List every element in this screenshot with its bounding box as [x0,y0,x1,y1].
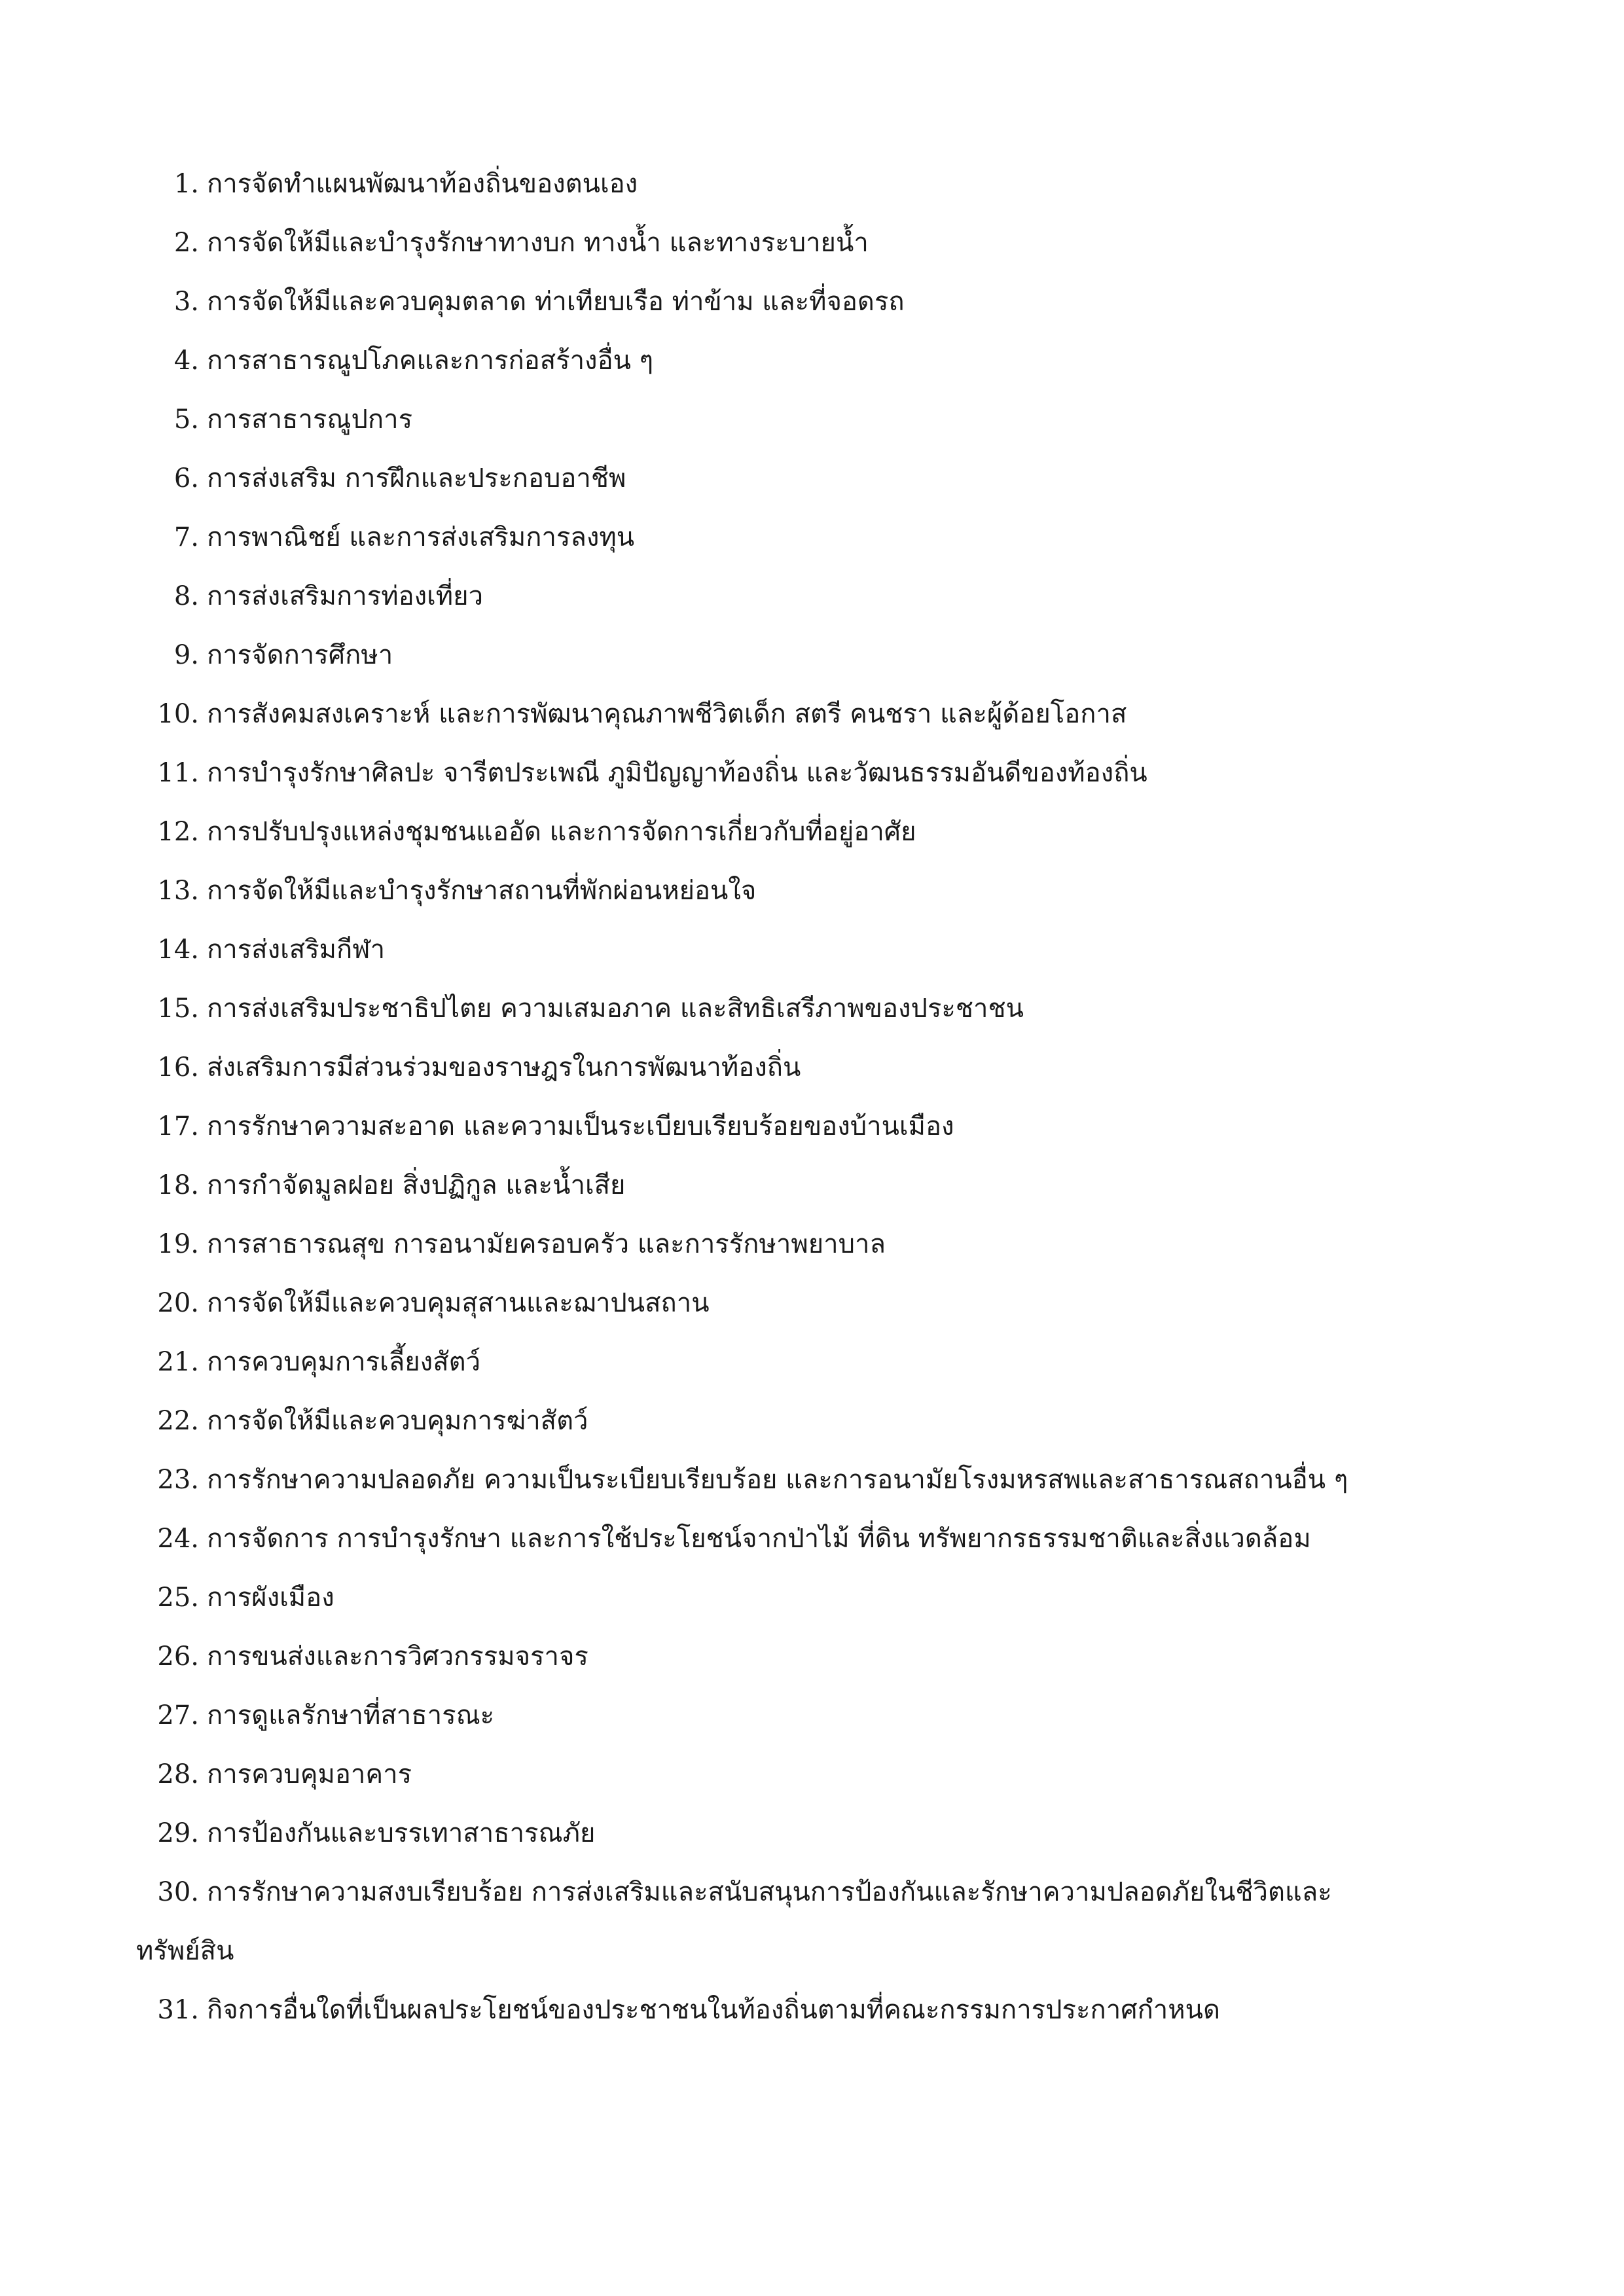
item-number: 2. [173,228,199,258]
item-text: การรักษาความปลอดภัย ความเป็นระเบียบเรียบร้อย และการอนามัยโรงมหรสพและสาธารณสถานอื่น ๆ [207,1465,1348,1495]
item-number: 29. [157,1818,199,1848]
list-item [152,1038,1474,1097]
list-item [152,331,1474,390]
list-item [152,979,1474,1038]
item-number: 13. [157,876,199,906]
item-number: 15. [157,994,199,1024]
list-item [152,1274,1474,1333]
item-number: 19. [157,1229,199,1259]
item-text: การจัดการศึกษา [207,640,393,670]
list-item [152,1215,1474,1274]
item-text: กิจการอื่นใดที่เป็นผลประโยชน์ของประชาชนในท้องถิ่นตามที่คณะกรรมการประกาศกำหนด [207,1995,1220,2025]
item-number: 16. [157,1052,199,1083]
item-number: 25. [157,1583,199,1613]
item-number: 31. [157,1995,199,2025]
list-item [152,1450,1474,1509]
item-number: 10. [157,699,199,729]
item-text: การสาธารณูปการ [207,404,413,435]
list-item [152,685,1474,744]
list-item [152,1568,1474,1627]
list-item [152,744,1474,802]
list-item [152,861,1474,920]
item-text: การจัดการ การบำรุงรักษา และการใช้ประโยชน์จากป่าไม้ ที่ดิน ทรัพยากรธรรมชาติและสิ่งแวดล้อม [207,1524,1311,1554]
item-number: 1. [173,169,199,199]
item-text: การจัดทำแผนพัฒนาท้องถิ่นของตนเอง [207,169,638,199]
item-text: การพาณิชย์ และการส่งเสริมการลงทุน [207,522,635,552]
item-text: การบำรุงรักษาศิลปะ จารีตประเพณี ภูมิปัญญาท้องถิ่น และวัฒนธรรมอันดีของท้องถิ่น [207,758,1147,788]
list-item-continuation [136,1922,1474,1981]
item-text: การจัดให้มีและควบคุมตลาด ท่าเทียบเรือ ท่าข้าม และที่จอดรถ [207,287,905,317]
item-text: การสังคมสงเคราะห์ และการพัฒนาคุณภาพชีวิตเด็ก สตรี คนชรา และผู้ด้อยโอกาส [207,699,1127,729]
item-number: 23. [157,1465,199,1495]
item-number: 7. [173,522,199,552]
item-number: 6. [173,463,199,493]
item-text: การจัดให้มีและบำรุงรักษาสถานที่พักผ่อนหย่อนใจ [207,876,757,906]
list-item [152,1863,1474,1922]
item-number: 20. [157,1288,199,1318]
item-text: การดูแลรักษาที่สาธารณะ [207,1700,495,1731]
item-number: 4. [173,346,199,376]
list-item [152,802,1474,861]
item-number: 28. [157,1759,199,1789]
list-item [152,567,1474,626]
item-text: การสาธารณสุข การอนามัยครอบครัว และการรักษาพยาบาล [207,1229,886,1259]
item-number: 3. [173,287,199,317]
list-item [152,1509,1474,1568]
item-number: 14. [157,935,199,965]
list-item [152,154,1474,213]
item-number: 22. [157,1406,199,1436]
item-text: การส่งเสริมการท่องเที่ยว [207,581,484,611]
list-item [152,1333,1474,1391]
list-item [152,272,1474,331]
item-number: 8. [173,581,199,611]
item-number: 17. [157,1111,199,1141]
item-text: การส่งเสริมประชาธิปไตย ความเสมอภาค และสิทธิเสรีภาพของประชาชน [207,994,1024,1024]
item-text: การส่งเสริมกีฬา [207,935,386,965]
list-item [152,1097,1474,1156]
list-item [152,1391,1474,1450]
duties-list [136,154,1474,2039]
item-text: การผังเมือง [207,1583,334,1613]
item-text: การสาธารณูปโภคและการก่อสร้างอื่น ๆ [207,346,654,376]
item-text-continuation: ทรัพย์สิน [136,1936,234,1966]
item-text: การกำจัดมูลฝอย สิ่งปฏิกูล และน้ำเสีย [207,1170,626,1200]
item-text: การจัดให้มีและควบคุมการฆ่าสัตว์ [207,1406,588,1436]
item-text: การปรับปรุงแหล่งชุมชนแออัด และการจัดการเกี่ยวกับที่อยู่อาศัย [207,817,916,847]
list-item [152,508,1474,567]
item-text: การควบคุมอาคาร [207,1759,412,1789]
item-text: การจัดให้มีและควบคุมสุสานและฌาปนสถาน [207,1288,710,1318]
item-number: 24. [157,1524,199,1554]
item-number: 12. [157,817,199,847]
list-item [152,1804,1474,1863]
list-item [152,1981,1474,2039]
item-number: 5. [173,404,199,435]
item-text: การควบคุมการเลี้ยงสัตว์ [207,1347,481,1377]
list-item [152,390,1474,449]
list-item [152,626,1474,685]
list-item [152,1627,1474,1686]
item-text: การขนส่งและการวิศวกรรมจราจร [207,1641,588,1672]
item-text: การป้องกันและบรรเทาสาธารณภัย [207,1818,596,1848]
item-text: การรักษาความสงบเรียบร้อย การส่งเสริมและสนับสนุนการป้องกันและรักษาความปลอดภัยในชีวิตและ [207,1877,1332,1907]
list-item [152,213,1474,272]
list-item [152,449,1474,508]
list-item [152,1745,1474,1804]
item-text: การรักษาความสะอาด และความเป็นระเบียบเรียบร้อยของบ้านเมือง [207,1111,954,1141]
item-text: การจัดให้มีและบำรุงรักษาทางบก ทางน้ำ และทางระบายน้ำ [207,228,869,258]
item-number: 30. [157,1877,199,1907]
list-item [152,1686,1474,1745]
list-item [152,920,1474,979]
item-number: 27. [157,1700,199,1731]
list-item [152,1156,1474,1215]
item-number: 21. [157,1347,199,1377]
item-number: 9. [173,640,199,670]
item-number: 11. [157,758,199,788]
item-text: การส่งเสริม การฝึกและประกอบอาชีพ [207,463,626,493]
item-text: ส่งเสริมการมีส่วนร่วมของราษฎรในการพัฒนาท้องถิ่น [207,1052,801,1083]
item-number: 18. [157,1170,199,1200]
item-number: 26. [157,1641,199,1672]
